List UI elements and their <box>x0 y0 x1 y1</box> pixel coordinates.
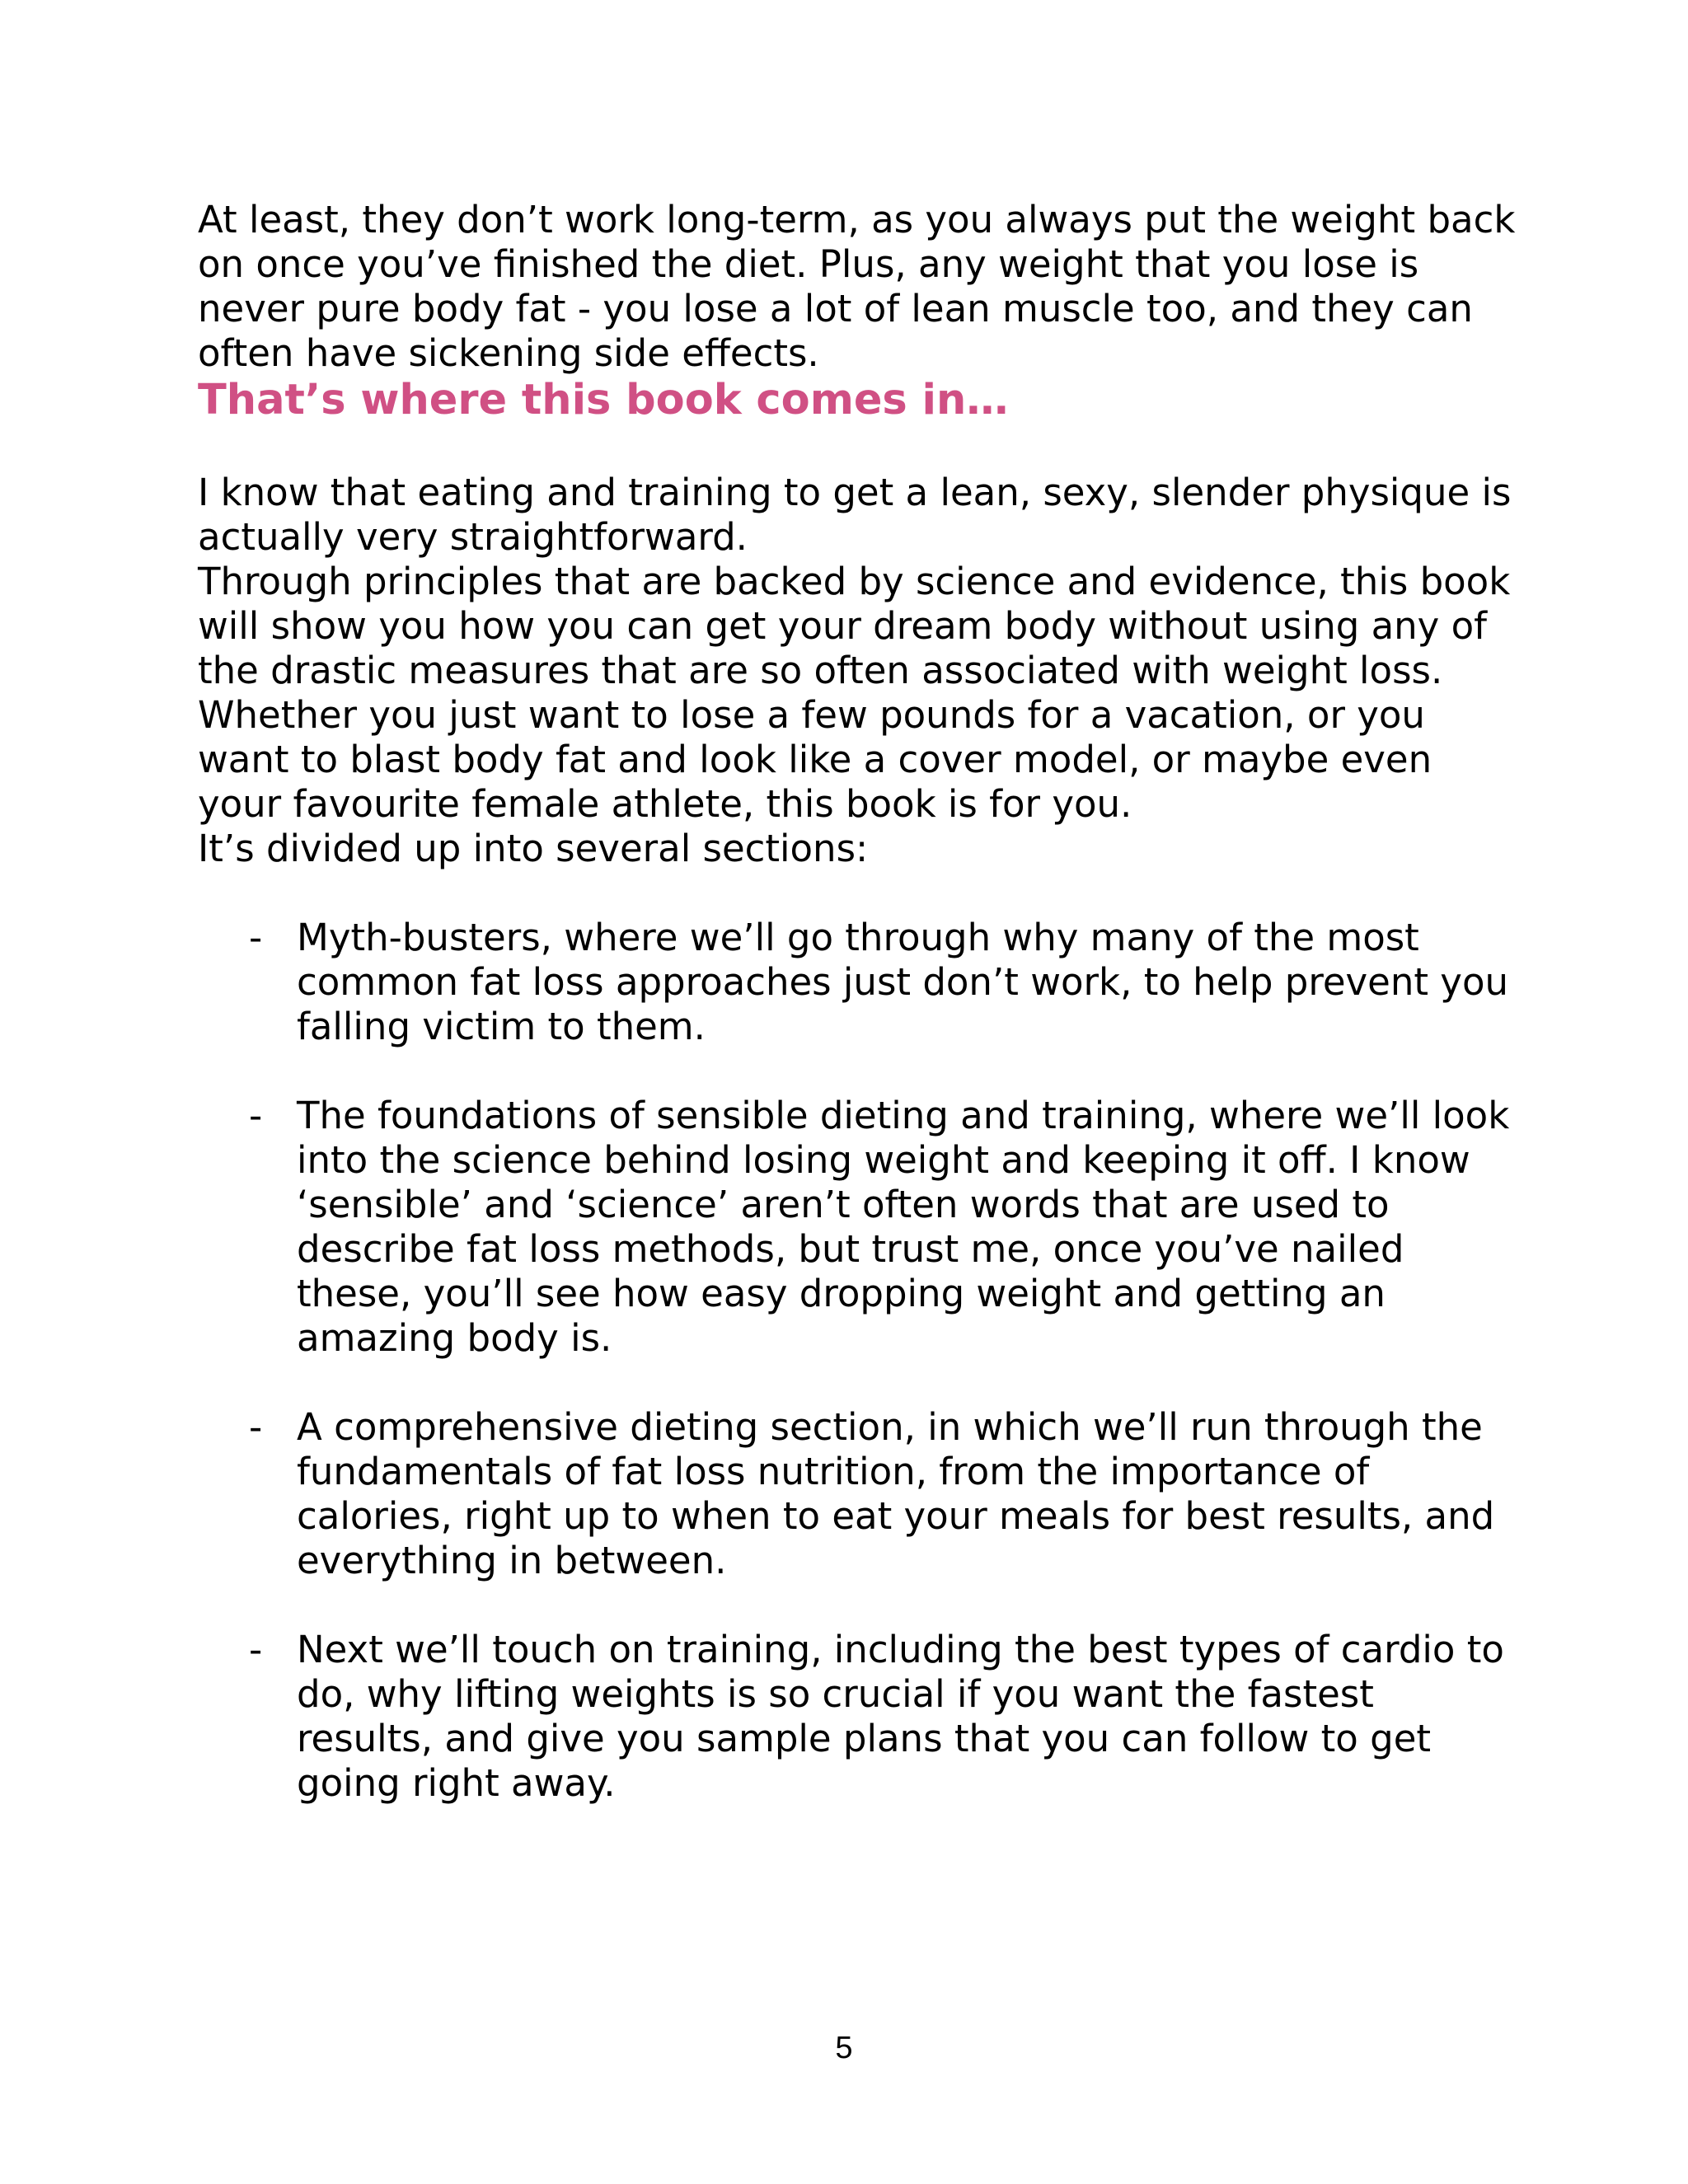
bullet-dash: - <box>249 1628 263 1671</box>
sections-list <box>198 916 1517 1806</box>
bullet-dash: - <box>249 1094 263 1137</box>
document-page <box>198 198 1517 1850</box>
list-item <box>198 1405 1517 1583</box>
list-item <box>198 916 1517 1049</box>
list-item-text: The foundations of sensible dieting and training, where we’ll look into the science behind losing weight and keeping it off. I know ‘sensible’ and ‘science’ aren’t often words that are used to describe fat loss methods, but trust me, once you’ve nailed these, you’ll see how easy dropping weight and getting an amazing body is. <box>297 1094 1510 1360</box>
list-item <box>198 1628 1517 1806</box>
list-item-text: A comprehensive dieting section, in which we’ll run through the fundamentals of fat loss nutrition, from the importance of calories, right up to when to eat your meals for best results, and everything in between. <box>297 1405 1495 1582</box>
paragraph-sections-intro: It’s divided up into several sections: <box>198 827 869 870</box>
bullet-dash: - <box>249 1405 263 1449</box>
page-number: 5 <box>835 2031 853 2065</box>
paragraph-straightforward: I know that eating and training to get a lean, sexy, slender physique is actually very straightforward. <box>198 471 1512 559</box>
list-item <box>198 1094 1517 1361</box>
list-item-text: Next we’ll touch on training, including the best types of cardio to do, why lifting weights is so crucial if you want the fastest results, and give you sample plans that you can follow to get going right away. <box>297 1628 1504 1805</box>
list-item-text: Myth-busters, where we’ll go through why many of the most common fat loss approaches just don’t work, to help prevent you falling victim to them. <box>297 916 1508 1048</box>
paragraph-audience: Whether you just want to lose a few pounds for a vacation, or you want to blast body fat and look like a cover model, or maybe even your favourite female athlete, this book is for you. <box>198 693 1432 826</box>
section-heading: That’s where this book comes in… <box>198 376 1009 424</box>
paragraph-intro: At least, they don’t work long-term, as you always put the weight back on once you’ve finished the diet. Plus, any weight that you lose is never pure body fat - you lose a lot of lean muscle too, and they can often have sickening side effects. <box>198 198 1516 375</box>
paragraph-principles: Through principles that are backed by science and evidence, this book will show you how you can get your dream body without using any of the drastic measures that are so often associated with weight loss. <box>198 560 1511 692</box>
bullet-dash: - <box>249 916 263 959</box>
